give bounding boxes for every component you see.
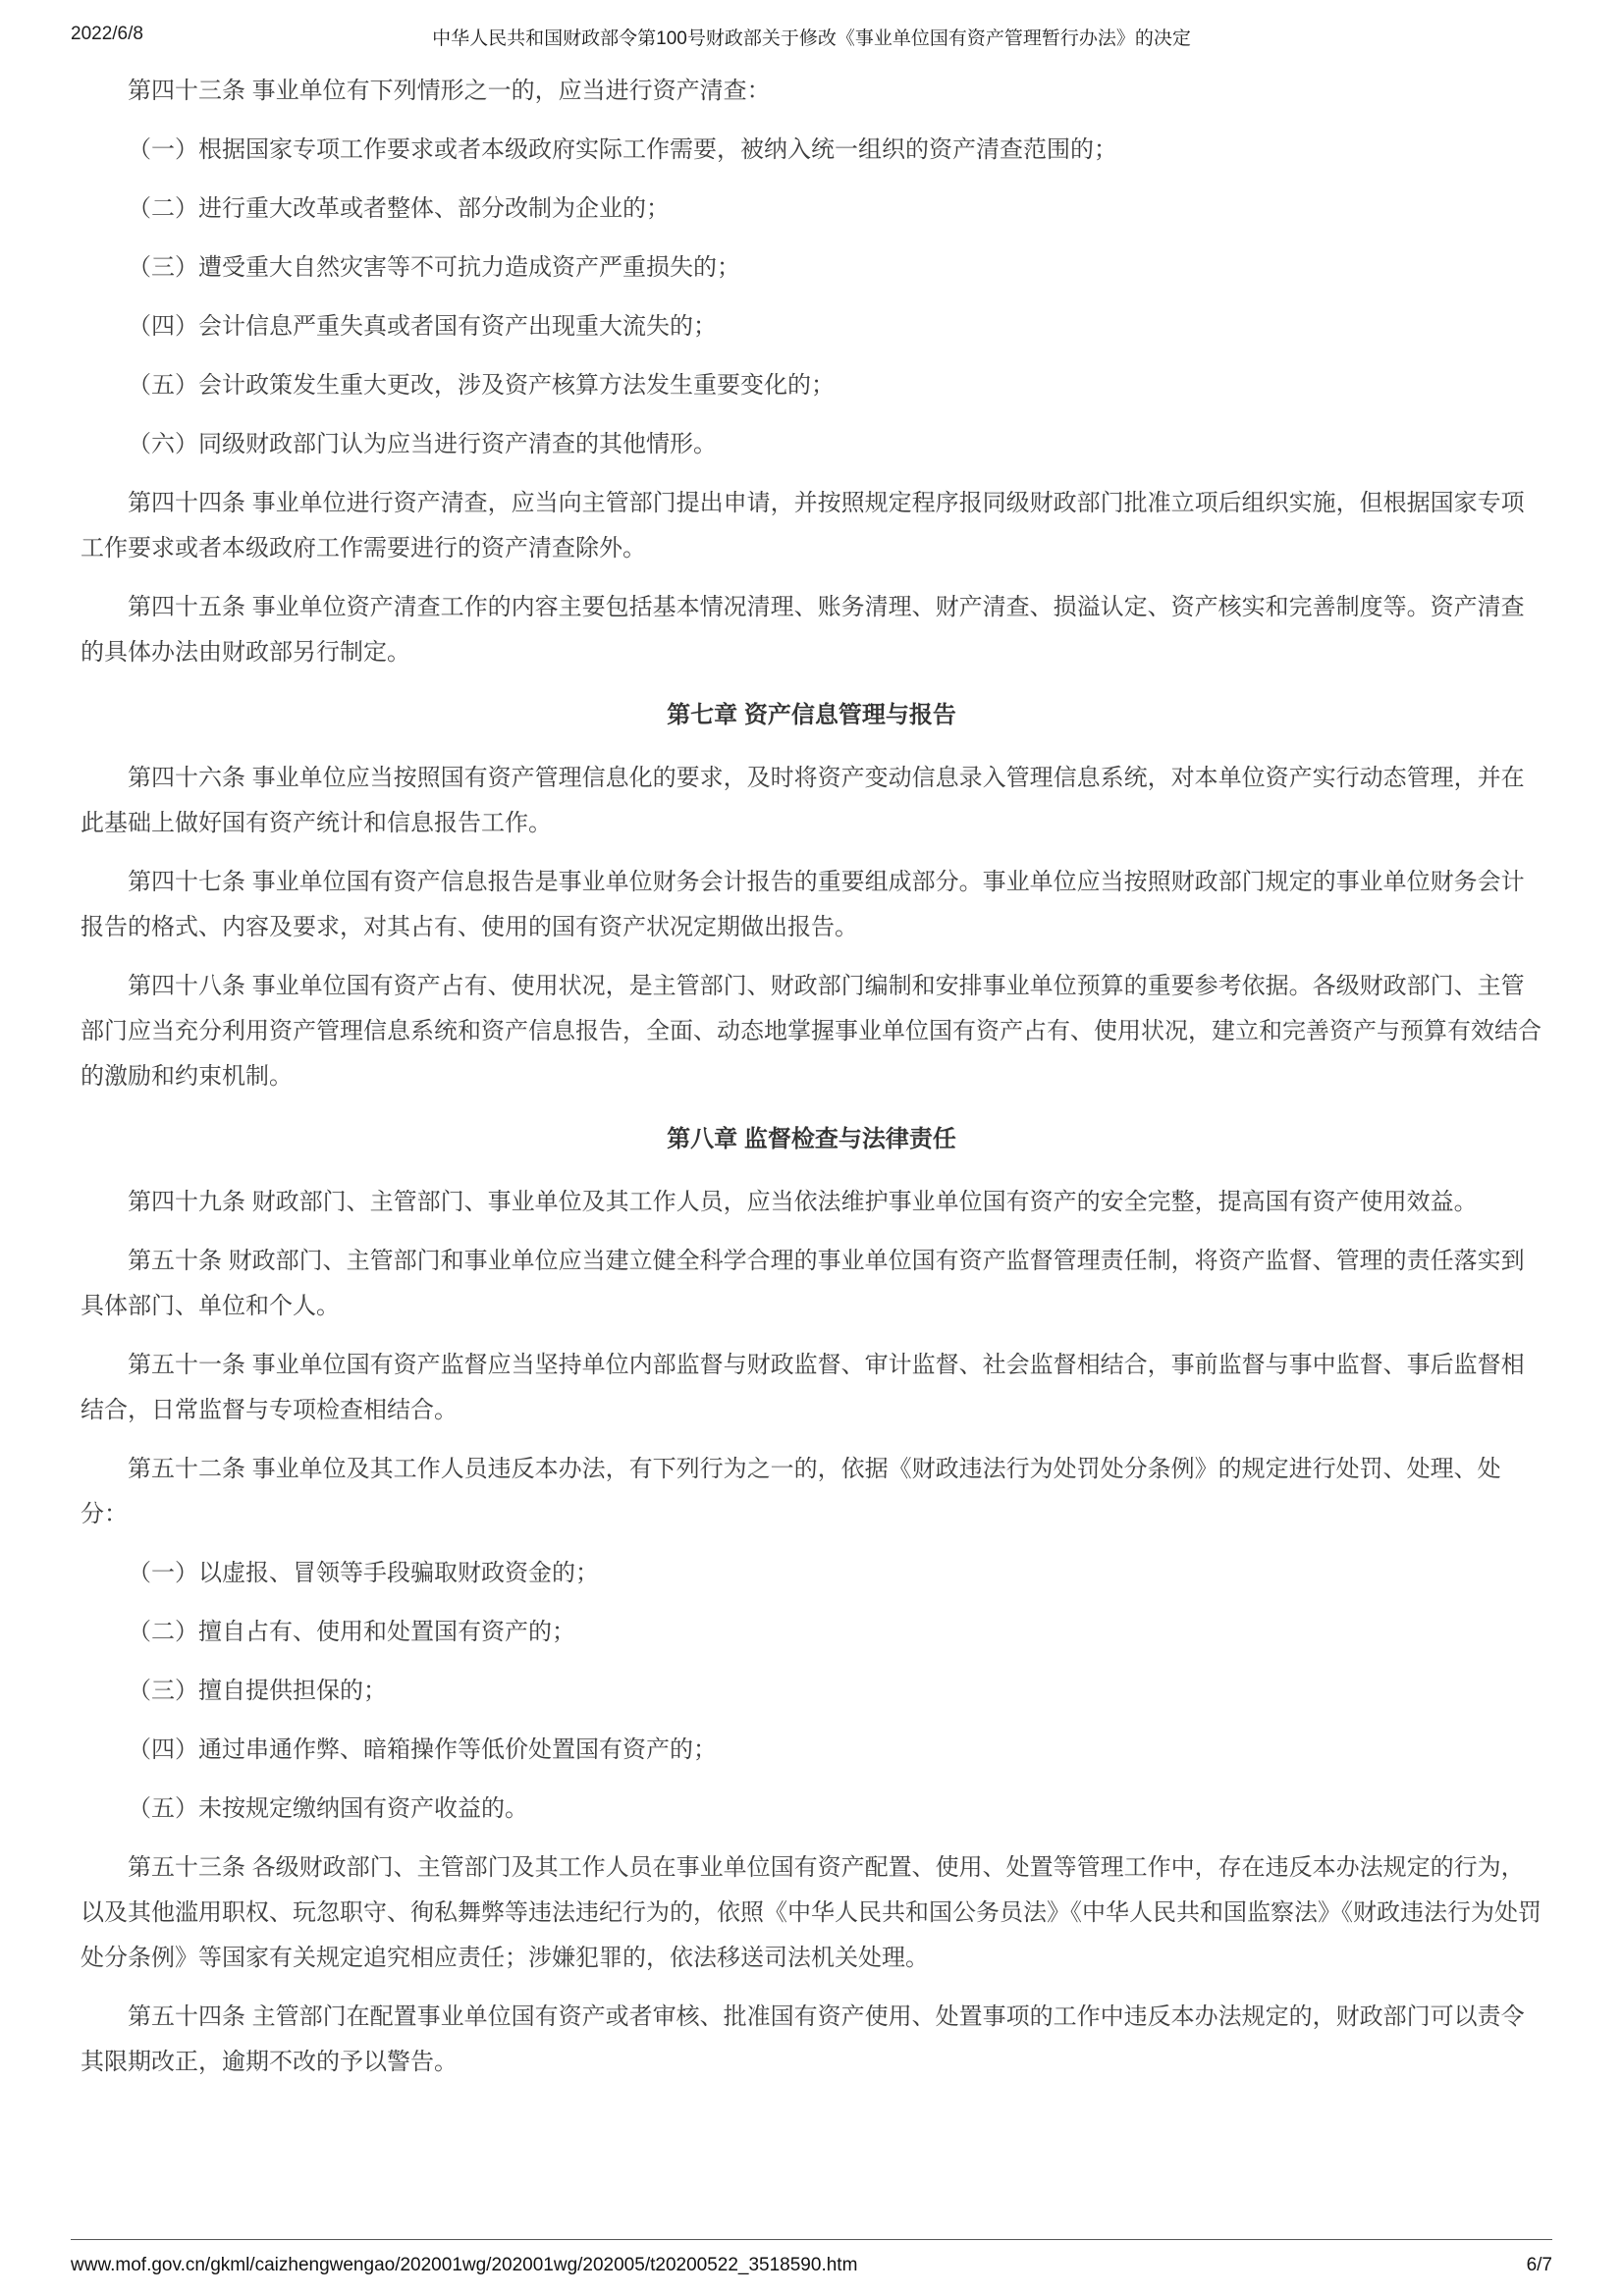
document-title: 中华人民共和国财政部令第100号财政部关于修改《事业单位国有资产管理暂行办法》的决定 <box>432 28 1191 49</box>
article-paragraph: 第四十九条 财政部门、主管部门、事业单位及其工作人员，应当依法维护事业单位国有资产的安全完整，提高国有资产使用效益。 <box>128 1189 1478 1215</box>
article-paragraph: 第四十三条 事业单位有下列情形之一的，应当进行资产清查： <box>128 78 771 104</box>
chapter-heading: 第七章 资产信息管理与报告 <box>667 702 956 728</box>
list-item: （三）擅自提供担保的； <box>128 1678 387 1704</box>
list-item: （五）会计政策发生重大更改，涉及资产核算方法发生重要变化的； <box>128 372 835 399</box>
article-paragraph: 第五十三条 各级财政部门、主管部门及其工作人员在事业单位国有资产配置、使用、处置等管理工作中，存在违反本办法规定的行为，以及其他滥用职权、玩忽职守、徇私舞弊等违法违纪行为的，依照《中华人民共和国公务员法》《中华人民共和国监察法》《财政违法行为处罚处分条例》等国家有关规定追究相应责任；涉嫌犯罪的，依法移送司法机关处理。 <box>81 1854 1542 1971</box>
list-item: （二）擅自占有、使用和处置国有资产的； <box>128 1619 575 1645</box>
list-item: （一）根据国家专项工作要求或者本级政府实际工作需要，被纳入统一组织的资产清查范围的； <box>128 136 1117 163</box>
chapter-heading: 第八章 监督检查与法律责任 <box>667 1126 956 1152</box>
print-date: 2022/6/8 <box>71 24 143 44</box>
list-item: （一）以虚报、冒领等手段骗取财政资金的； <box>128 1560 599 1586</box>
article-paragraph: 第四十六条 事业单位应当按照国有资产管理信息化的要求，及时将资产变动信息录入管理信息系统，对本单位资产实行动态管理，并在此基础上做好国有资产统计和信息报告工作。 <box>81 765 1525 836</box>
list-item: （三）遭受重大自然灾害等不可抗力造成资产严重损失的； <box>128 254 740 281</box>
footer-divider <box>71 2239 1552 2240</box>
list-item: （四）通过串通作弊、暗箱操作等低价处置国有资产的； <box>128 1736 717 1763</box>
list-item: （五）未按规定缴纳国有资产收益的。 <box>128 1795 528 1822</box>
print-footer <box>71 2239 1552 2276</box>
source-url: www.mof.gov.cn/gkml/caizhengwengao/202001wg/202001wg/202005/t20200522_3518590.htm <box>71 2255 858 2275</box>
article-paragraph: 第五十条 财政部门、主管部门和事业单位应当建立健全科学合理的事业单位国有资产监督管理责任制，将资产监督、管理的责任落实到具体部门、单位和个人。 <box>81 1248 1525 1319</box>
article-paragraph: 第五十四条 主管部门在配置事业单位国有资产或者审核、批准国有资产使用、处置事项的工作中违反本办法规定的，财政部门可以责令其限期改正，逾期不改的予以警告。 <box>81 2003 1525 2075</box>
article-paragraph: 第四十四条 事业单位进行资产清查，应当向主管部门提出申请，并按照规定程序报同级财政部门批准立项后组织实施，但根据国家专项工作要求或者本级政府工作需要进行的资产清查除外。 <box>81 490 1525 561</box>
list-item: （四）会计信息严重失真或者国有资产出现重大流失的； <box>128 313 717 340</box>
list-item: （二）进行重大改革或者整体、部分改制为企业的； <box>128 195 670 222</box>
print-header <box>71 24 1552 51</box>
page-number: 6/7 <box>1526 2255 1552 2275</box>
article-paragraph: 第五十二条 事业单位及其工作人员违反本办法，有下列行为之一的，依据《财政违法行为处罚处分条例》的规定进行处罚、处理、处分： <box>81 1456 1501 1527</box>
article-paragraph: 第四十八条 事业单位国有资产占有、使用状况，是主管部门、财政部门编制和安排事业单位预算的重要参考依据。各级财政部门、主管部门应当充分利用资产管理信息系统和资产信息报告，全面、动态地掌握事业单位国有资产占有、使用状况，建立和完善资产与预算有效结合的激励和约束机制。 <box>81 973 1542 1090</box>
document-content <box>81 55 1542 2099</box>
article-paragraph: 第四十五条 事业单位资产清查工作的内容主要包括基本情况清理、账务清理、财产清查、损溢认定、资产核实和完善制度等。资产清查的具体办法由财政部另行制定。 <box>81 594 1525 666</box>
article-paragraph: 第五十一条 事业单位国有资产监督应当坚持单位内部监督与财政监督、审计监督、社会监督相结合，事前监督与事中监督、事后监督相结合，日常监督与专项检查相结合。 <box>81 1352 1525 1423</box>
article-paragraph: 第四十七条 事业单位国有资产信息报告是事业单位财务会计报告的重要组成部分。事业单位应当按照财政部门规定的事业单位财务会计报告的格式、内容及要求，对其占有、使用的国有资产状况定期做出报告。 <box>81 869 1525 940</box>
list-item: （六）同级财政部门认为应当进行资产清查的其他情形。 <box>128 431 717 457</box>
